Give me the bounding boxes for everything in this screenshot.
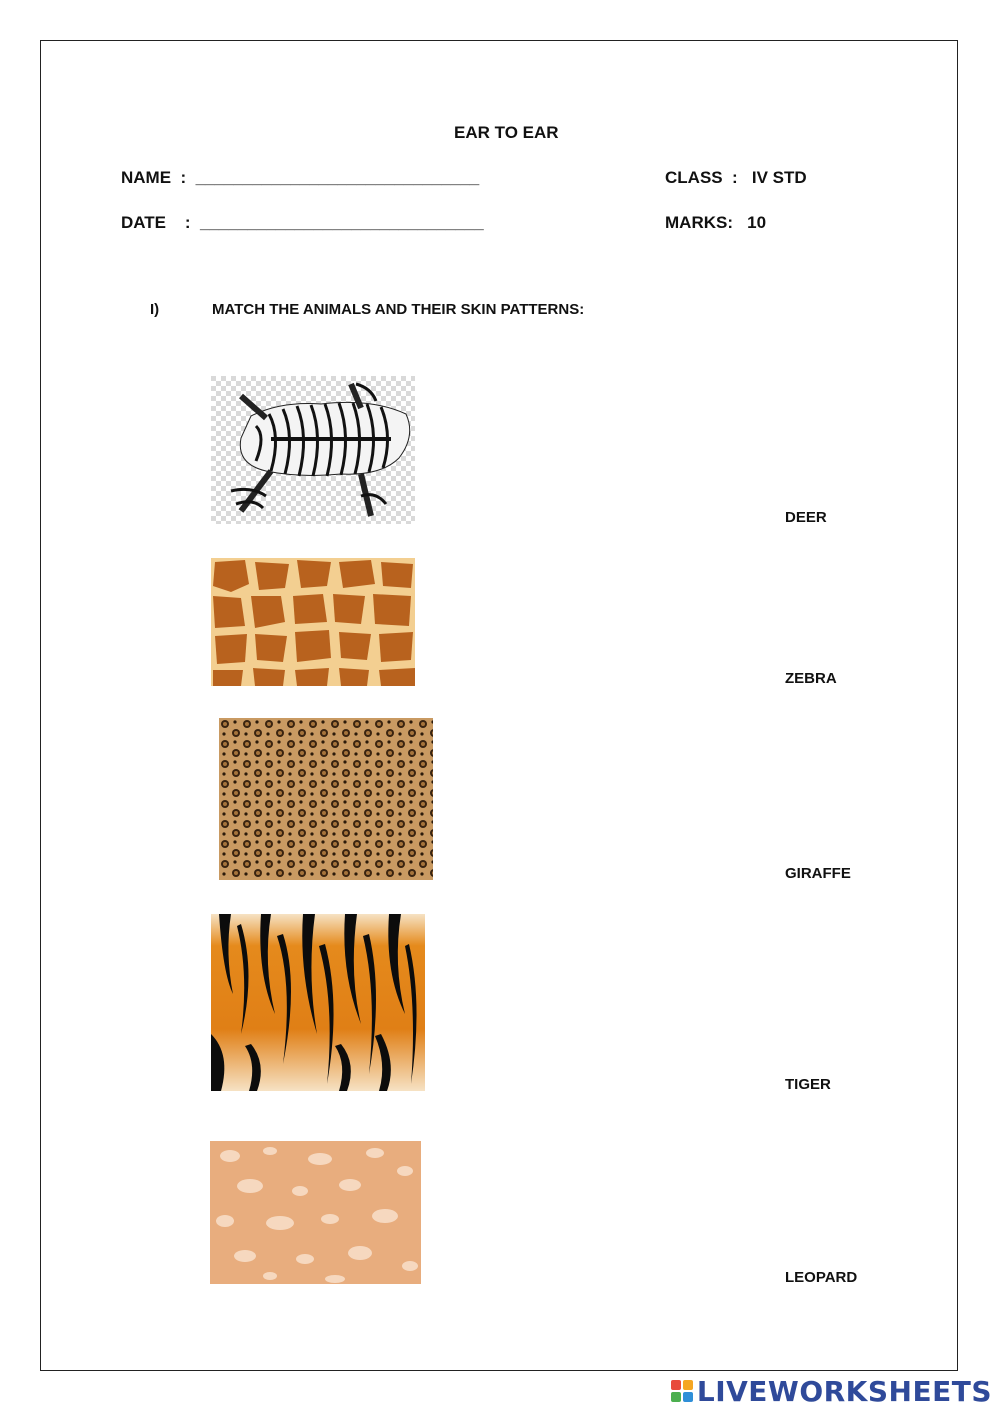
answer-tiger[interactable]: TIGER xyxy=(785,1076,831,1093)
answer-giraffe[interactable]: GIRAFFE xyxy=(785,865,851,882)
name-field[interactable]: NAME : ______________________________ xyxy=(121,168,480,187)
worksheet-title: EAR TO EAR xyxy=(454,123,559,142)
answer-zebra[interactable]: ZEBRA xyxy=(785,670,837,687)
answer-leopard[interactable]: LEOPARD xyxy=(785,1269,858,1286)
worksheet-page xyxy=(40,40,958,1371)
marks-label: MARKS: 10 xyxy=(665,213,767,232)
question-number: I) xyxy=(150,301,160,318)
giraffe-skin-image xyxy=(211,558,415,686)
class-label: CLASS : IV STD xyxy=(665,168,807,187)
deer-skin-image xyxy=(210,1141,421,1284)
answer-deer[interactable]: DEER xyxy=(785,509,827,526)
date-field[interactable]: DATE : ______________________________ xyxy=(121,213,484,232)
liveworksheets-logo xyxy=(671,1375,992,1407)
tiger-skin-image xyxy=(211,914,425,1091)
question-text: MATCH THE ANIMALS AND THEIR SKIN PATTERNS: xyxy=(212,301,585,318)
brand-name: LIVEWORKSHEETS xyxy=(696,1374,992,1408)
leopard-skin-image xyxy=(219,718,433,880)
logo-squares-icon xyxy=(671,1380,693,1402)
zebra-skin-image xyxy=(211,376,415,524)
